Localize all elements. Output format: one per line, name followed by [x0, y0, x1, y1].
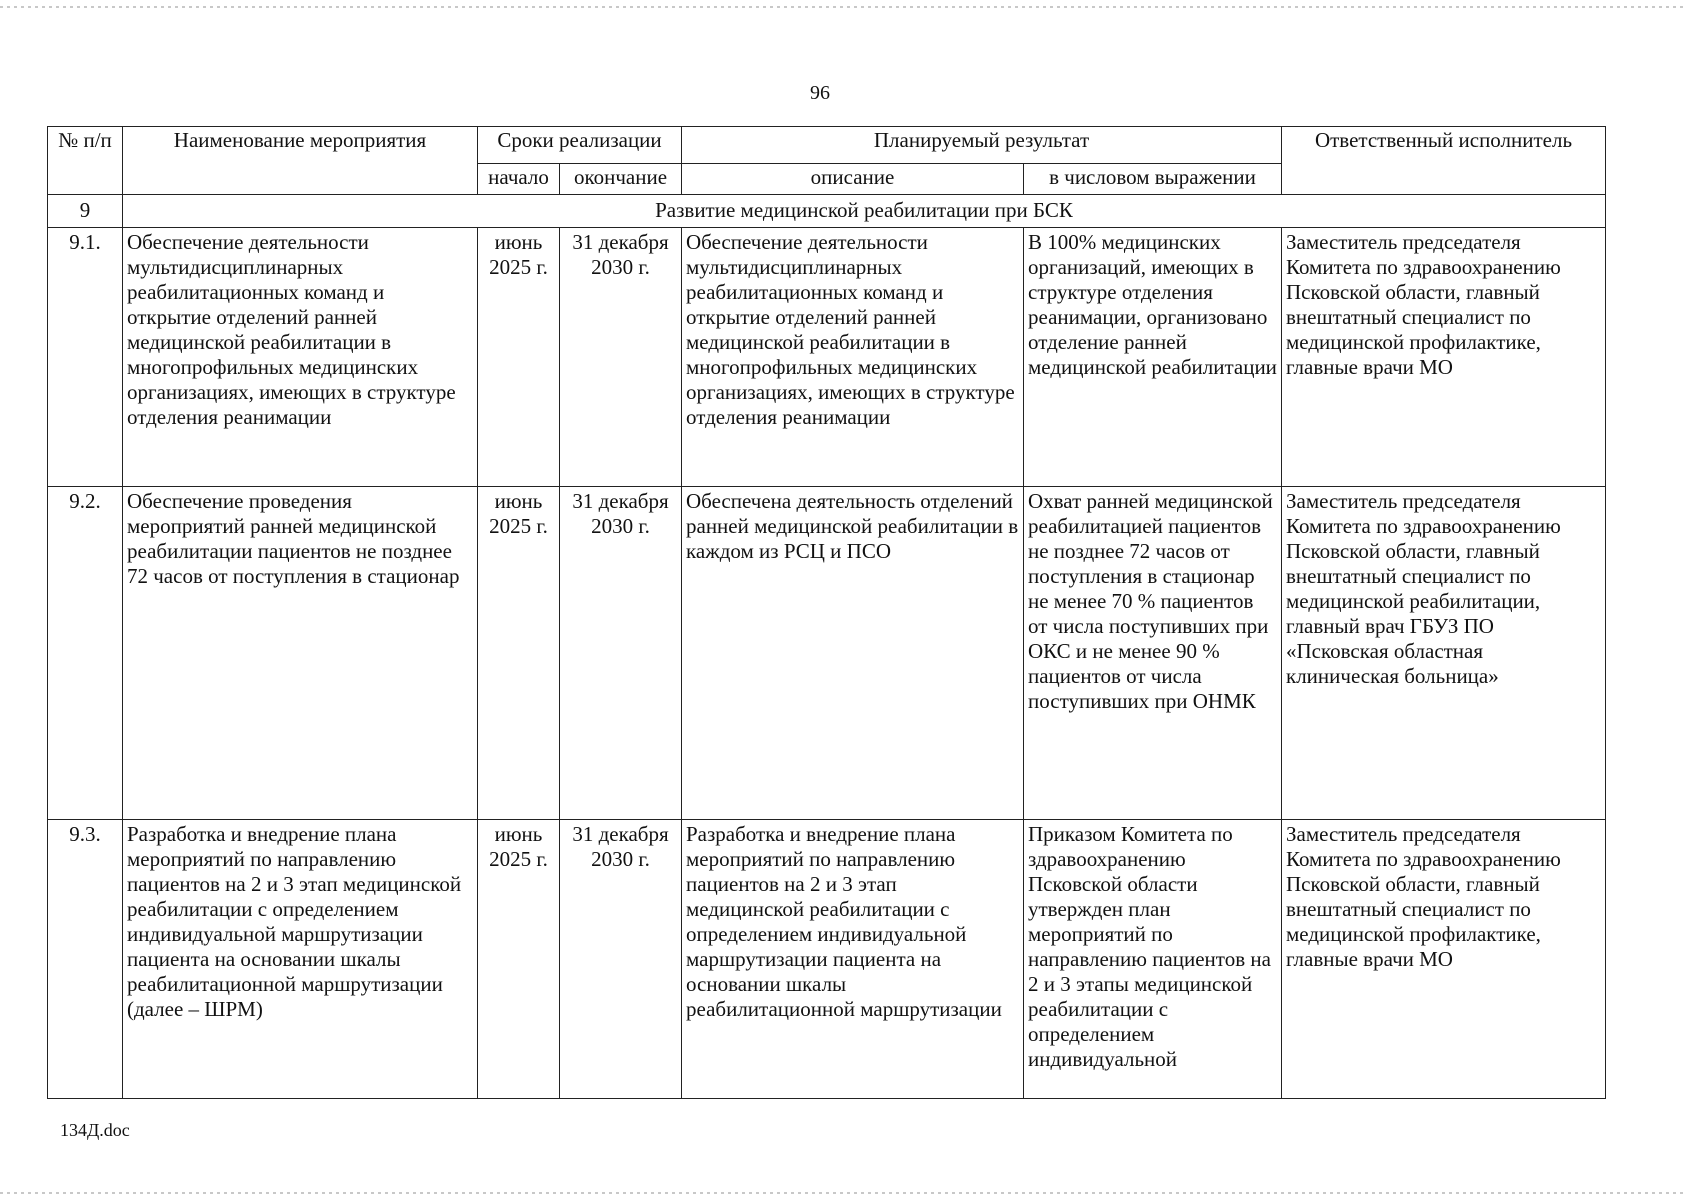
- row-description: Обеспечена деятельность отделений ранней медицинской реабилитации в каждом из РСЦ и ПСО: [682, 487, 1024, 820]
- page-number: 96: [810, 82, 830, 104]
- header-start: начало: [478, 164, 560, 195]
- row-responsible: Заместитель председателя Комитета по здравоохранению Псковской области, главный внештатный специалист по медицинской профилактике, главные врачи МО: [1282, 228, 1606, 487]
- header-num: № п/п: [48, 127, 123, 195]
- row-numeric: Охват ранней медицинской реабилитацией пациентов не позднее 72 часов от поступления в стационар не менее 70 % пациентов от числа поступивших при ОКС и не менее 90 % пациентов от числа поступивших при ОНМК: [1024, 487, 1282, 820]
- section-num: 9: [48, 195, 123, 228]
- header-terms: Сроки реализации: [478, 127, 682, 164]
- header-name: Наименование мероприятия: [123, 127, 478, 195]
- table-row: [48, 820, 1606, 1099]
- row-end: 31 декабря 2030 г.: [560, 820, 682, 1099]
- row-description: Обеспечение деятельности мультидисциплинарных реабилитационных команд и открытие отделений ранней медицинской реабилитации в многопрофильных медицинских организациях, имеющих в структуре отделения реанимации: [682, 228, 1024, 487]
- section-row: [48, 195, 1606, 228]
- row-name: Разработка и внедрение плана мероприятий по направлению пациентов на 2 и 3 этап медицинской реабилитации с определением индивидуальной маршрутизации пациента на основании шкалы реабилитационной маршрутизации (далее – ШРМ): [123, 820, 478, 1099]
- header-description: описание: [682, 164, 1024, 195]
- row-responsible: Заместитель председателя Комитета по здравоохранению Псковской области, главный внештатный специалист по медицинской реабилитации, главный врач ГБУЗ ПО «Псковская областная клиническая больница»: [1282, 487, 1606, 820]
- row-numeric: В 100% медицинских организаций, имеющих в структуре отделения реанимации, организовано отделение ранней медицинской реабилитации: [1024, 228, 1282, 487]
- plan-table: [47, 126, 1606, 1099]
- header-responsible: Ответственный исполнитель: [1282, 127, 1606, 195]
- header-end: окончание: [560, 164, 682, 195]
- row-numeric: Приказом Комитета по здравоохранению Псковской области утвержден план мероприятий по направлению пациентов на 2 и 3 этапы медицинской реабилитации с определением индивидуальной: [1024, 820, 1282, 1099]
- row-name: Обеспечение проведения мероприятий ранней медицинской реабилитации пациентов не позднее 72 часов от поступления в стационар: [123, 487, 478, 820]
- row-description: Разработка и внедрение плана мероприятий по направлению пациентов на 2 и 3 этап медицинской реабилитации с определением индивидуальной маршрутизации пациента на основании шкалы реабилитационной маршрутизации: [682, 820, 1024, 1099]
- row-name: Обеспечение деятельности мультидисциплинарных реабилитационных команд и открытие отделений ранней медицинской реабилитации в многопрофильных медицинских организациях, имеющих в структуре отделения реанимации: [123, 228, 478, 487]
- header-row-1: [48, 127, 1606, 164]
- table-row: [48, 487, 1606, 820]
- section-title: Развитие медицинской реабилитации при БСК: [123, 195, 1606, 228]
- header-numeric: в числовом выражении: [1024, 164, 1282, 195]
- row-num: 9.1.: [48, 228, 123, 487]
- row-start: июнь 2025 г.: [478, 487, 560, 820]
- row-end: 31 декабря 2030 г.: [560, 228, 682, 487]
- scan-edge-top: [0, 6, 1686, 8]
- scan-edge-bottom: [0, 1192, 1686, 1194]
- table-row: [48, 228, 1606, 487]
- header-result: Планируемый результат: [682, 127, 1282, 164]
- row-end: 31 декабря 2030 г.: [560, 487, 682, 820]
- row-responsible: Заместитель председателя Комитета по здравоохранению Псковской области, главный внештатный специалист по медицинской профилактике, главные врачи МО: [1282, 820, 1606, 1099]
- document-filename: 134Д.doc: [60, 1120, 130, 1140]
- row-start: июнь 2025 г.: [478, 820, 560, 1099]
- row-num: 9.2.: [48, 487, 123, 820]
- row-num: 9.3.: [48, 820, 123, 1099]
- row-start: июнь 2025 г.: [478, 228, 560, 487]
